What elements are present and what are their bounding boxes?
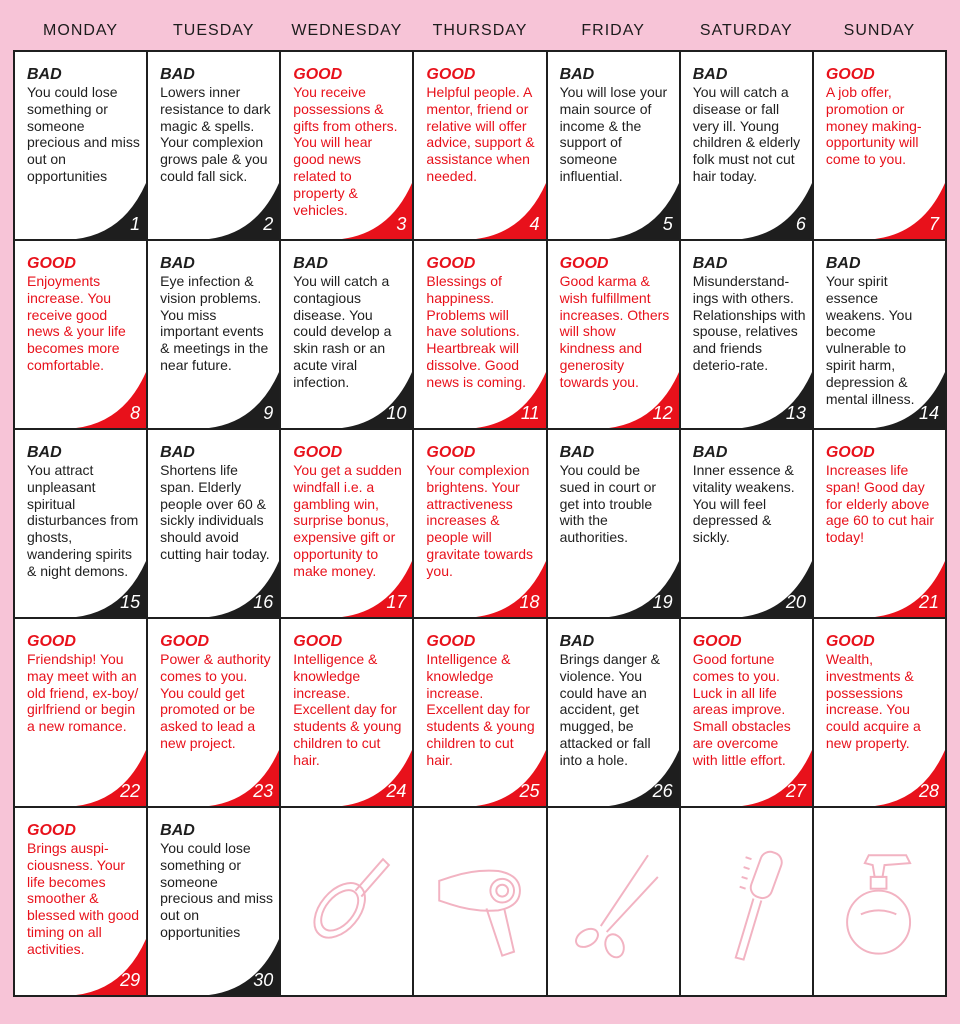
day-number: 8 <box>130 403 141 423</box>
day-cell <box>814 241 945 428</box>
day-description: You will catch a disease or fall very ill. Young children & elderly folk must not cut hair today. <box>692 84 801 184</box>
calendar-grid <box>13 50 947 997</box>
day-status: BAD <box>692 66 728 83</box>
day-description: You get a sudden windfall i.e. a gambling win, surprise bonus, expensive gift or opportunity to make money. <box>293 462 402 579</box>
day-status: BAD <box>27 66 62 83</box>
day-number: 19 <box>652 592 673 612</box>
day-status: GOOD <box>426 633 476 650</box>
day-number: 28 <box>918 781 939 801</box>
day-number: 20 <box>785 592 806 612</box>
day-description: Wealth, investments & possessions increase. You could acquire a new property. <box>825 651 921 751</box>
day-description: Eye infection & vision problems. You miss important events & meetings in the near future. <box>160 273 269 373</box>
day-number: 13 <box>785 403 806 423</box>
day-status: GOOD <box>825 633 875 650</box>
day-number: 12 <box>652 403 673 423</box>
day-description: You could lose something or someone precious and miss out on opportunities <box>27 84 140 184</box>
day-cell <box>414 52 545 239</box>
day-status: GOOD <box>27 255 76 272</box>
day-status: BAD <box>559 66 595 83</box>
day-number: 2 <box>263 214 274 234</box>
day-status: BAD <box>692 444 728 461</box>
day-cell <box>548 241 679 428</box>
day-number: 7 <box>928 214 939 234</box>
day-number: 11 <box>520 403 540 423</box>
day-status: BAD <box>160 444 195 461</box>
day-status: BAD <box>27 444 62 461</box>
day-number: 25 <box>519 781 540 801</box>
day-description: You attract unpleasant spiritual disturbances from ghosts, wandering spirits & night demons. <box>27 462 139 579</box>
day-status: GOOD <box>825 444 875 461</box>
day-number: 21 <box>918 592 939 612</box>
weekday-label: WEDNESDAY <box>291 22 403 39</box>
day-status: BAD <box>160 822 195 839</box>
empty-cell <box>814 808 945 995</box>
day-number: 5 <box>662 214 673 234</box>
day-cell <box>681 241 812 428</box>
day-cell <box>15 52 146 239</box>
day-description: You will catch a contagious disease. You could develop a skin rash or an acute viral infection. <box>293 273 392 390</box>
day-status: GOOD <box>293 66 343 83</box>
empty-cell <box>548 808 679 995</box>
day-description: Your complexion brightens. Your attractiveness increases & people will gravitate towards you. <box>426 462 534 579</box>
day-cell <box>814 52 945 239</box>
day-number: 1 <box>130 214 141 234</box>
day-cell <box>548 619 679 806</box>
day-number: 18 <box>519 592 540 612</box>
day-status: BAD <box>559 444 595 461</box>
day-cell <box>414 430 545 617</box>
empty-cell <box>681 808 812 995</box>
day-description: You receive possessions & gifts from others. You will hear good news related to property & vehicles. <box>293 84 398 218</box>
day-cell <box>148 430 279 617</box>
day-number: 23 <box>253 781 274 801</box>
day-status: BAD <box>160 66 195 83</box>
day-description: You will lose your main source of income & the support of someone influential. <box>559 84 668 184</box>
day-cell <box>281 430 412 617</box>
day-number: 22 <box>120 781 141 801</box>
day-number: 6 <box>795 214 806 234</box>
day-cell <box>148 241 279 428</box>
day-cell <box>548 430 679 617</box>
scissors-icon <box>548 808 679 995</box>
empty-cell <box>414 808 545 995</box>
day-number: 24 <box>386 781 407 801</box>
round-brush-icon <box>681 808 812 995</box>
day-status: GOOD <box>27 822 76 839</box>
day-cell <box>15 808 146 995</box>
day-description: Blessings of happiness. Problems will have solutions. Heartbreak will dissolve. Good news is coming. <box>426 273 527 390</box>
day-description: You could lose something or someone precious and miss out on opportunities <box>160 840 273 940</box>
day-description: Good karma & wish fulfillment increases. Others will show kindness and generosity towards you. <box>559 273 670 390</box>
day-description: Inner essence & vitality weakens. You will feel depressed & sickly. <box>692 462 795 546</box>
day-description: Your spirit essence weakens. You become vulnerable to spirit harm, depression & mental illness. <box>825 273 915 407</box>
day-status: GOOD <box>426 255 476 272</box>
day-status: BAD <box>559 633 595 650</box>
day-cell <box>681 619 812 806</box>
day-number: 16 <box>253 592 274 612</box>
day-description: Increases life span! Good day for elderly above age 60 to cut hair today! <box>825 462 935 546</box>
day-description: Intelligence & knowledge increase. Excellent day for students & young children to cut hair. <box>293 651 402 768</box>
day-cell <box>148 808 279 995</box>
day-description: Intelligence & knowledge increase. Excellent day for students & young children to cut hair. <box>426 651 535 768</box>
day-cell <box>281 52 412 239</box>
day-cell <box>814 430 945 617</box>
day-status: GOOD <box>825 66 875 83</box>
day-number: 4 <box>529 214 540 234</box>
weekday-header <box>14 22 946 46</box>
hair-dryer-icon <box>414 808 545 995</box>
paddle-brush-icon <box>281 808 412 995</box>
day-description: Helpful people. A mentor, friend or relative will offer advice, support & assistance when needed. <box>426 84 535 184</box>
weekday-label: MONDAY <box>43 22 119 39</box>
day-cell <box>281 619 412 806</box>
day-status: BAD <box>293 255 328 272</box>
day-status: GOOD <box>293 444 343 461</box>
day-description: Power & authority comes to you. You could get promoted or be asked to lead a new project. <box>160 651 271 751</box>
day-number: 26 <box>652 781 673 801</box>
day-cell <box>148 52 279 239</box>
day-cell <box>15 241 146 428</box>
day-number: 14 <box>918 403 939 423</box>
empty-cell <box>281 808 412 995</box>
day-number: 15 <box>120 592 141 612</box>
day-description: You could be sued in court or get into trouble with the authorities. <box>559 462 657 546</box>
day-cell <box>414 619 545 806</box>
day-cell <box>681 52 812 239</box>
day-cell <box>414 241 545 428</box>
day-number: 10 <box>386 403 407 423</box>
day-cell <box>15 430 146 617</box>
spray-bottle-icon <box>814 808 945 995</box>
day-status: BAD <box>160 255 195 272</box>
day-number: 3 <box>396 214 407 234</box>
day-cell <box>15 619 146 806</box>
weekday-label: SUNDAY <box>843 22 916 39</box>
day-number: 17 <box>386 592 407 612</box>
day-description: Brings auspi-ciousness. Your life becomes smoother & blessed with good timing on all activities. <box>27 840 140 957</box>
weekday-label: THURSDAY <box>432 22 528 39</box>
day-status: GOOD <box>160 633 210 650</box>
day-number: 29 <box>120 970 141 990</box>
day-description: A job offer, promotion or money making-opportunity will come to you. <box>825 84 922 168</box>
day-number: 30 <box>253 970 274 990</box>
day-description: Friendship! You may meet with an old friend, ex-boy/ girlfriend or begin a new romance. <box>27 651 139 735</box>
day-description: Good fortune comes to you. Luck in all life areas improve. Small obstacles are overcome with little effort. <box>692 651 791 768</box>
day-status: BAD <box>825 255 861 272</box>
day-cell <box>548 52 679 239</box>
day-description: Shortens life span. Elderly people over 60 & sickly individuals should avoid cutting hair today. <box>160 462 270 562</box>
day-cell <box>681 430 812 617</box>
day-description: Brings danger & violence. You could have an accident, get mugged, be attacked or fall into a hole. <box>559 651 660 768</box>
weekday-label: FRIDAY <box>581 22 645 39</box>
weekday-label: TUESDAY <box>173 22 255 39</box>
day-cell <box>148 619 279 806</box>
day-cell <box>281 241 412 428</box>
day-status: GOOD <box>692 633 742 650</box>
day-status: GOOD <box>27 633 76 650</box>
day-description: Misunderstand-ings with others. Relationships with spouse, relatives and friends deterio-rate. <box>692 273 806 373</box>
day-status: GOOD <box>426 444 476 461</box>
day-cell <box>814 619 945 806</box>
day-status: GOOD <box>293 633 343 650</box>
day-description: Enjoyments increase. You receive good news & your life becomes more comfortable. <box>27 273 126 373</box>
day-number: 9 <box>263 403 274 423</box>
day-status: GOOD <box>426 66 476 83</box>
day-status: GOOD <box>559 255 609 272</box>
day-number: 27 <box>785 781 806 801</box>
weekday-label: SATURDAY <box>699 22 793 39</box>
day-status: BAD <box>692 255 728 272</box>
day-description: Lowers inner resistance to dark magic & spells. Your complexion grows pale & you could fall sick. <box>160 84 271 184</box>
